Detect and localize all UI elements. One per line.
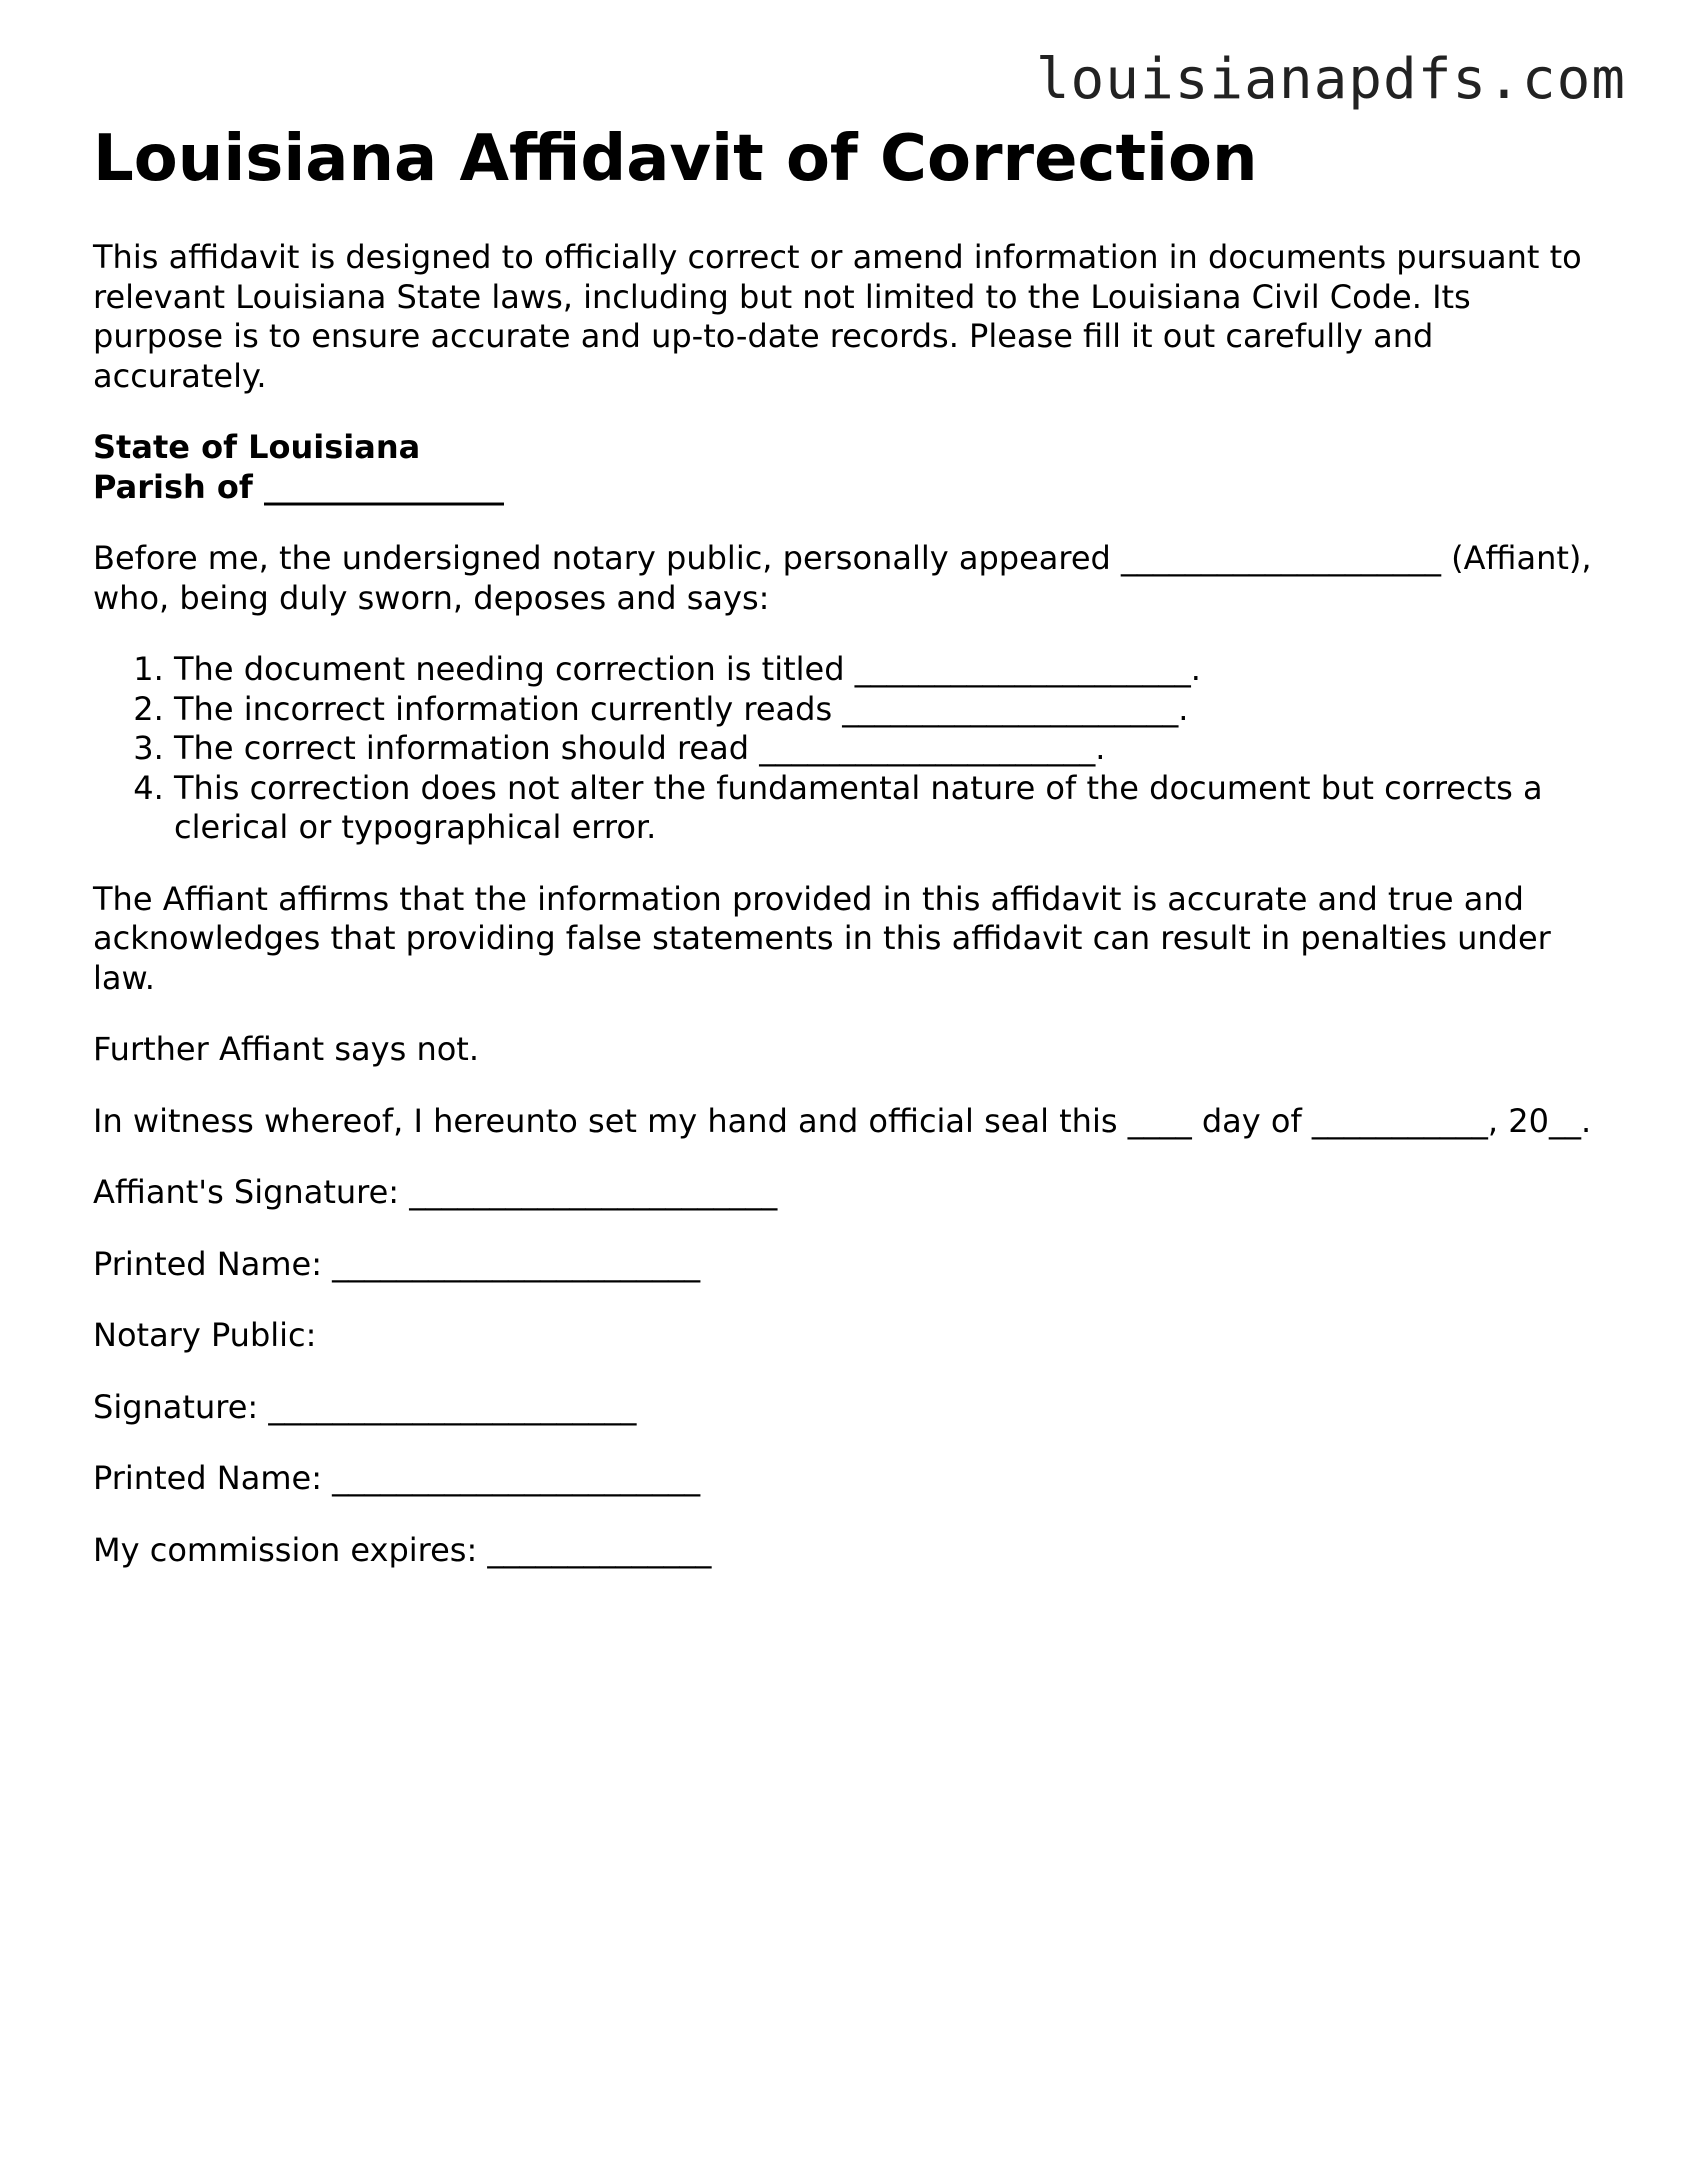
list-item: 3. The correct information should read _____________________. [174,729,1598,769]
list-item: 1. The document needing correction is titled _____________________. [174,650,1598,690]
further-affiant-line: Further Affiant says not. [93,1030,480,1068]
intro-paragraph: This affidavit is designed to officially correct or amend information in documents pursuant to relevant Louisiana State laws, including but not limited to the Louisiana Civil Code. Its purpose is to ensure accurate and up-to-date records. Please fill it out carefully and accurately. [93,238,1582,395]
state-line: State of Louisiana [93,428,421,466]
list-item: 4. This correction does not alter the fundamental nature of the document but corrects a clerical or typographical error. [174,769,1598,848]
notary-printed-name-line: Printed Name: _______________________ [93,1459,701,1497]
appearance-paragraph: Before me, the undersigned notary public, personally appeared ____________________ (Affiant), who, being duly sworn, deposes and says: [93,539,1592,617]
commission-expires-line: My commission expires: ______________ [93,1530,712,1569]
correction-items-list [93,650,1598,848]
witness-paragraph: In witness whereof, I hereunto set my hand and official seal this ____ day of ___________, 20__. [93,1101,1592,1140]
document-title: Louisiana Affidavit of Correction [93,122,1258,196]
notary-public-heading: Notary Public: [93,1316,317,1354]
venue-block [93,428,1598,507]
list-item: 2. The incorrect information currently reads _____________________. [174,690,1598,730]
document-page [93,118,1598,1602]
affiant-signature-line: Affiant's Signature: _______________________ [93,1173,778,1211]
affirmation-paragraph: The Affiant affirms that the information provided in this affidavit is accurate and true and acknowledges that providing false statements in this affidavit can result in penalties under law. [93,879,1551,997]
site-watermark: louisianapdfs.com [1035,47,1626,112]
affiant-printed-name-line: Printed Name: _______________________ [93,1244,701,1283]
notary-signature-line: Signature: _______________________ [93,1387,637,1426]
parish-line: Parish of _______________ [93,467,504,506]
